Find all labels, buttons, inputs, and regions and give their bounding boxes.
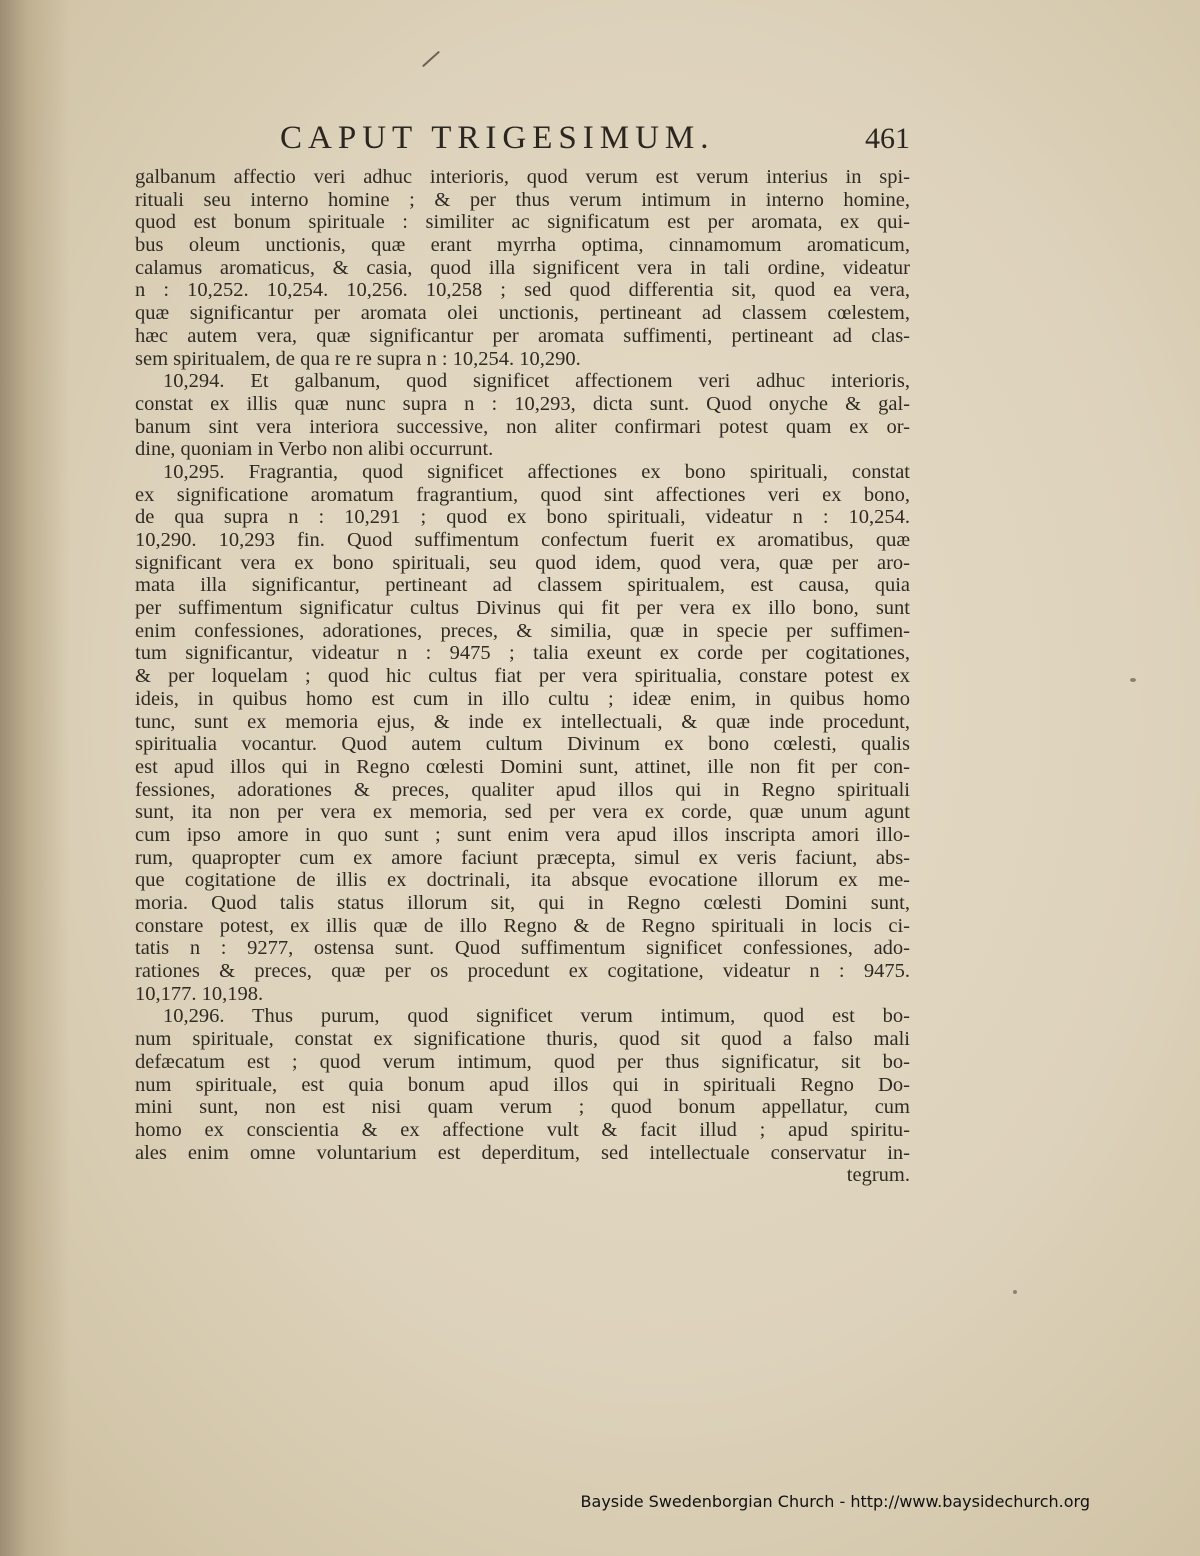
text-line: quod est bonum spirituale : similiter ac significatum est per aromata, ex qui- <box>135 211 910 234</box>
text-line: tunc, sunt ex memoria ejus, & inde ex intellectuali, & quæ inde procedunt, <box>135 710 910 733</box>
text-line: constare potest, ex illis quæ de illo Regno & de Regno spirituali in locis ci- <box>135 914 910 937</box>
text-line: fessiones, adorationes & preces, qualiter apud illos qui in Regno spirituali <box>135 778 910 801</box>
text-line: ex significatione aromatum fragrantium, quod sint affectiones veri ex bono, <box>135 483 910 506</box>
text-line: constat ex illis quæ nunc supra n : 10,293, dicta sunt. Quod onyche & gal- <box>135 392 910 415</box>
text-line: 10,177. 10,198. <box>135 982 264 1005</box>
paragraph-start-10295: 10,295. Fragrantia, quod significet affectiones ex bono spirituali, constat <box>163 460 910 483</box>
text-line: galbanum affectio veri adhuc interioris, quod verum est verum interius in spi- <box>135 166 910 188</box>
text-line: tatis n : 9277, ostensa sunt. Quod suffimentum significet confessiones, ado- <box>135 937 910 960</box>
text-line: num spirituale, constat ex significatione thuris, quod sit quod a falso mali <box>135 1028 910 1051</box>
text-line: n : 10,252. 10,254. 10,256. 10,258 ; sed quod differentia sit, quod ea vera, <box>135 279 910 302</box>
paragraph-start-10296: 10,296. Thus purum, quod significet verum intimum, quod est bo- <box>163 1005 910 1028</box>
text-line: quæ significantur per aromata olei unctionis, pertineant ad classem cœlestem, <box>135 302 910 325</box>
text-line: sunt, ita non per vera ex memoria, sed per vera ex corde, quæ unum agunt <box>135 801 910 824</box>
text-line: bus oleum unctionis, quæ erant myrrha optima, cinnamomum aromaticum, <box>135 234 910 257</box>
text-line: 10,290. 10,293 fin. Quod suffimentum confectum fuerit ex aromatibus, quæ <box>135 529 910 551</box>
text-line: ideis, in quibus homo est cum in illo cultu ; ideæ enim, in quibus homo <box>135 687 910 710</box>
catchword: tegrum. <box>846 1164 910 1187</box>
page-header <box>280 120 920 164</box>
page-number: 461 <box>865 122 910 155</box>
paragraph-start-10294: 10,294. Et galbanum, quod significet affectionem veri adhuc interioris, <box>163 370 910 393</box>
text-line: significant vera ex bono spirituali, seu quod idem, quod vera, quæ per aro- <box>135 551 910 574</box>
text-line: homo ex conscientia & ex affectione vult & facit illud ; apud spiritu- <box>135 1118 910 1141</box>
text-line: & per loquelam ; quod hic cultus fiat per vera spiritualia, constare potest ex <box>135 665 910 688</box>
text-line: de qua supra n : 10,291 ; quod ex bono spirituali, videatur n : 10,254. <box>135 506 910 529</box>
text-line: rationes & preces, quæ per os procedunt ex cogitatione, videatur n : 9475. <box>135 960 910 983</box>
text-line: calamus aromaticus, & casia, quod illa significent vera in tali ordine, videatur <box>135 256 910 279</box>
text-line: ales enim omne voluntarium est deperditum, sed intellectuale conservatur in- <box>135 1141 910 1164</box>
body-text <box>135 166 910 1187</box>
text-line: moria. Quod talis status illorum sit, qui in Regno cœlesti Domini sunt, <box>135 892 910 914</box>
text-line: est apud illos qui in Regno cœlesti Domini sunt, attinet, ille non fit per con- <box>135 755 910 778</box>
footer-credit: Bayside Swedenborgian Church - http://www.baysidechurch.org <box>580 1492 1090 1511</box>
text-line: que cogitatione de illis ex doctrinali, ita absque evocatione illorum ex me- <box>135 869 910 892</box>
text-line: rituali seu interno homine ; & per thus verum intimum in interno homine, <box>135 188 910 211</box>
text-line: mini sunt, non est nisi quam verum ; quod bonum appellatur, cum <box>135 1096 910 1119</box>
paper-speck <box>1013 1290 1017 1294</box>
paper-speck <box>1130 678 1136 682</box>
text-line: hæc autem vera, quæ significantur per aromata suffimenti, pertineant ad clas- <box>135 324 910 347</box>
text-line: spiritualia vocantur. Quod autem cultum Divinum ex bono cœlesti, qualis <box>135 733 910 756</box>
text-line: cum ipso amore in quo sunt ; sunt enim vera apud illos inscripta amori illo- <box>135 823 910 846</box>
text-line: per suffimentum significatur cultus Divinus qui fit per vera ex illo bono, sunt <box>135 597 910 620</box>
text-line: mata illa significantur, pertineant ad classem spiritualem, est causa, quia <box>135 574 910 597</box>
running-title: CAPUT TRIGESIMUM. <box>280 120 715 156</box>
ink-mark <box>422 51 440 67</box>
text-line: tum significantur, videatur n : 9475 ; talia exeunt ex corde per cogitationes, <box>135 642 910 665</box>
text-line: defæcatum est ; quod verum intimum, quod per thus significatur, sit bo- <box>135 1050 910 1073</box>
text-line: num spirituale, est quia bonum apud illos qui in spirituali Regno Do- <box>135 1073 910 1096</box>
text-line: sem spiritualem, de qua re re supra n : 10,254. 10,290. <box>135 347 581 370</box>
spine-shadow <box>0 0 70 1556</box>
text-line: banum sint vera interiora successive, non aliter confirmari potest quam ex or- <box>135 415 910 438</box>
text-line: enim confessiones, adorationes, preces, & similia, quæ in specie per suffimen- <box>135 619 910 642</box>
text-line: dine, quoniam in Verbo non alibi occurrunt. <box>135 438 494 461</box>
text-line: rum, quapropter cum ex amore faciunt præcepta, simul ex veris faciunt, abs- <box>135 846 910 869</box>
